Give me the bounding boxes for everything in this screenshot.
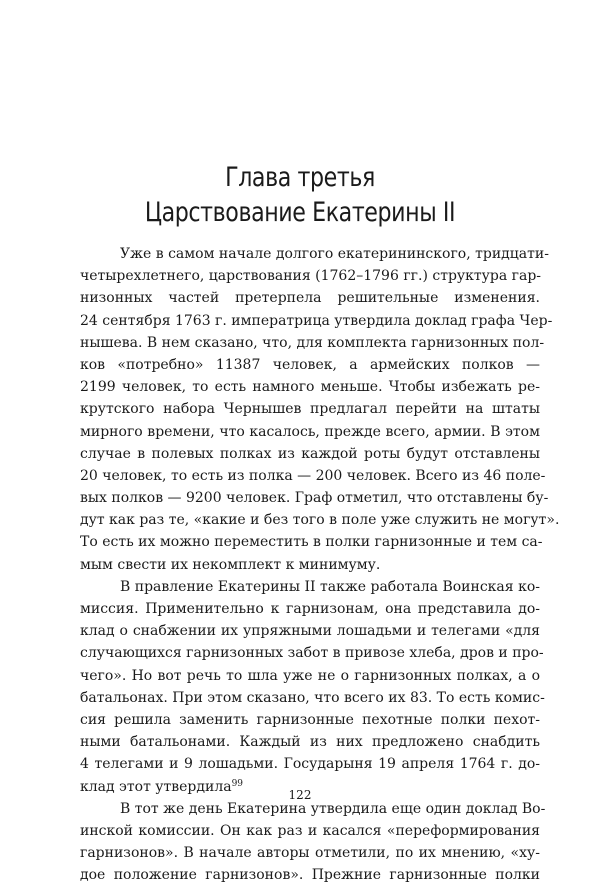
- text-line: 2199 человек, то есть намного меньше. Чтобы избежать ре-: [80, 379, 540, 396]
- text-line: вых полков — 9200 человек. Граф отметил, что отставлены бу-: [80, 490, 549, 507]
- text-line: сия решила заменить гарнизонные пехотные полки пехот-: [80, 711, 540, 728]
- text-line: батальонах. При этом сказано, что всего их 83. То есть комис-: [80, 689, 545, 706]
- footnote-ref[interactable]: 99: [231, 778, 244, 789]
- text-line: крутского набора Чернышев предлагал перейти на штаты: [80, 401, 540, 418]
- text-line-content: клад этот утвердила: [80, 778, 232, 795]
- text-line: 20 человек, то есть из полка — 200 человек. Всего из 46 поле-: [80, 467, 546, 484]
- text-line: То есть их можно переместить в полки гарнизонные и тем са-: [80, 534, 543, 551]
- text-line: инской комиссии. Он как раз и касался «переформирования: [80, 822, 540, 839]
- text-line: миссия. Применительно к гарнизонам, она представила до-: [80, 601, 540, 617]
- page-number: 122: [288, 788, 312, 802]
- text-line: 24 сентября 1763 г. императрица утвердила доклад графа Чер-: [80, 312, 553, 329]
- text-line: дое положение гарнизонов». Прежние гарнизонные полки: [80, 867, 540, 884]
- text-line: мым свести их некомплект к минимуму.: [80, 556, 381, 573]
- text-line: Уже в самом начале долгого екатерининского, тридцати-: [120, 246, 549, 262]
- text-line: случае в полевых полках из каждой роты будут отставлены: [80, 445, 540, 462]
- text-line: чего». Но вот речь то шла уже не о гарнизонных полках, а о: [80, 667, 540, 684]
- text-line: нышева. В нем сказано, что, для комплекта гарнизонных пол-: [80, 334, 545, 351]
- text-line: дут как раз те, «какие и без того в поле уже служить не могут».: [80, 512, 560, 529]
- text-line: клад о снабжении их упряжными лошадьми и телегами «для: [80, 623, 540, 640]
- text-line: ков «потребно» 11387 человек, а армейских полков —: [80, 356, 540, 373]
- text-line: В правление Екатерины II также работала Воинская ко-: [120, 578, 540, 595]
- text-line: низонных частей претерпела решительные изменения.: [80, 290, 540, 307]
- text-line: 4 телегами и 9 лошадьми. Государыня 19 апреля 1764 г. до-: [80, 756, 540, 773]
- text-line: В тот же день Екатерина утвердила еще один доклад Во-: [120, 800, 546, 817]
- text-line: мирного времени, что касалось, прежде всего, армии. В этом: [80, 423, 540, 440]
- text-line: четырехлетнего, царствования (1762–1796 гг.) структура гар-: [80, 268, 542, 285]
- chapter-heading: Глава третья: [225, 162, 375, 193]
- chapter-title: Царствование Екатерины II: [144, 197, 456, 228]
- text-line: гарнизонов». В начале авторы отметили, по их мнению, «ху-: [80, 845, 540, 862]
- text-line: ными батальонами. Каждый из них предложено снабдить: [80, 734, 540, 751]
- text-line: случающихся гарнизонных забот в привозе хлеба, дров и про-: [80, 645, 544, 662]
